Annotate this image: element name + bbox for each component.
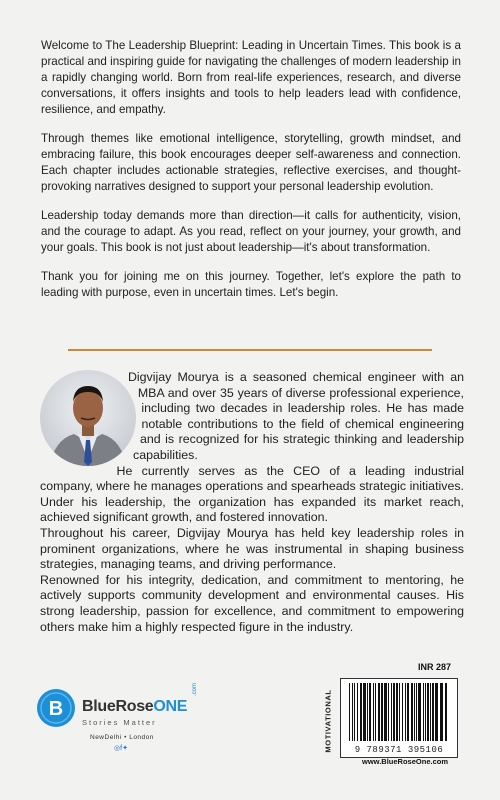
publisher-tagline: Stories Matter <box>82 718 157 727</box>
instagram-icon: ◎ <box>114 745 121 752</box>
bio-paragraph: Renowned for his integrity, dedication, and commitment to mentoring, he actively supports community development and environmental causes. His strong leadership, passion for excellence, and commitment to empowering others make him a highly respected figure in the industry. <box>40 572 464 634</box>
back-cover-blurb <box>41 38 461 314</box>
publisher-domain: .com <box>192 682 198 696</box>
publisher-logo-block <box>36 682 198 768</box>
bluerose-logo-icon <box>36 688 76 728</box>
svg-text:B: B <box>48 698 64 720</box>
publisher-website: www.BlueRoseOne.com <box>362 757 448 766</box>
blurb-paragraph: Thank you for joining me on this journey. Together, let's explore the path to leading with purpose, even in uncertain times. Let's begin. <box>41 270 461 299</box>
blurb-paragraph: Leadership today demands more than direction—it calls for authenticity, vision, and the courage to adapt. As you read, reflect on your journey, your growth, and your goals. This book is not just about leadership—it's about transformation. <box>41 209 461 254</box>
genre-label: MOTIVATIONAL <box>323 689 333 753</box>
isbn-barcode <box>340 678 458 758</box>
social-media-icons <box>114 744 128 752</box>
blurb-paragraph: Welcome to The Leadership Blueprint: Leading in Uncertain Times. This book is a practical and inspiring guide for navigating the challenges of modern leadership in a rapidly changing world. Born from real-life experiences, research, and diverse conversations, it offers insights and tools to help leaders lead with confidence, resilience, and empathy. <box>41 39 461 116</box>
blurb-paragraph: Through themes like emotional intelligence, storytelling, growth mindset, and embracing failure, this book encourages deeper self-awareness and connection. Each chapter includes actionable strategies, reflective exercises, and thought-provoking narratives designed to support your personal leadership evolution. <box>41 132 461 193</box>
bio-paragraph: Throughout his career, Digvijay Mourya has held key leadership roles in prominent organizations, where he was instrumental in shaping business strategies, managing teams, and driving performance. <box>40 525 464 572</box>
facebook-icon: f <box>120 745 123 752</box>
price-label: INR 287 <box>418 662 452 672</box>
publisher-locations: NewDelhi • London <box>90 734 154 741</box>
section-divider <box>68 349 432 351</box>
publisher-name: BlueRoseONE <box>82 698 188 715</box>
barcode-block <box>328 670 460 768</box>
author-photo <box>40 370 136 466</box>
isbn-number: 9 789371 395106 <box>354 745 444 755</box>
author-bio <box>40 370 464 635</box>
twitter-icon: ✦ <box>122 745 128 752</box>
bio-paragraph: He currently serves as the CEO of a leading industrial company, where he manages operations and spearheads strategic initiatives. Under his leadership, the organization has expanded its market reach, achieved significant growth, and fostered innovation. <box>40 463 464 525</box>
bio-paragraph: Digvijay Mourya is a seasoned chemical engineer with an MBA and over 35 years of diverse professional experience, including two decades in leadership roles. He has made notable contributions to the field of chemical engineering and is recognized for his strategic thinking and leadership capabilities. <box>127 370 464 462</box>
